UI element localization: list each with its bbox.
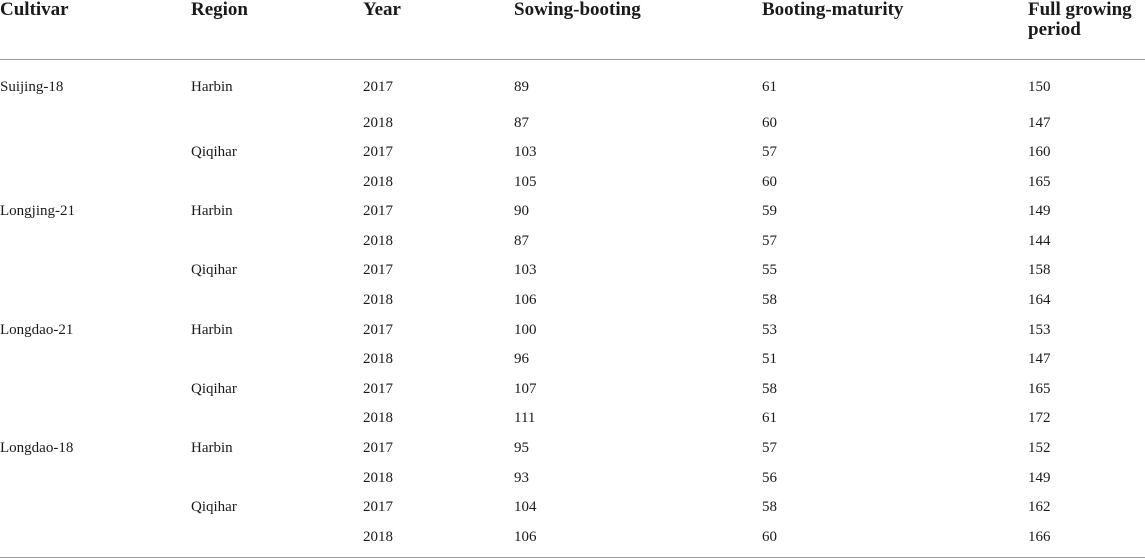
cell-full-growing-period: 164 — [1028, 292, 1051, 309]
header-row — [0, 0, 1145, 60]
cell-booting-maturity: 51 — [762, 351, 777, 368]
cell-sowing-booting: 111 — [514, 410, 536, 427]
cell-sowing-booting: 103 — [514, 262, 537, 279]
cell-year: 2018 — [363, 410, 393, 427]
table-row — [0, 226, 1145, 256]
cell-region — [191, 463, 363, 493]
cell-year: 2017 — [363, 321, 393, 338]
cell-region: Harbin — [191, 79, 233, 95]
cell-full-growing-period: 158 — [1028, 262, 1051, 279]
table-body — [0, 60, 1145, 558]
cell-sowing-booting: 87 — [514, 114, 529, 131]
cell-region: Qiqihar — [191, 499, 237, 516]
cell-year: 2017 — [363, 262, 393, 279]
cell-sowing-booting: 106 — [514, 522, 762, 558]
cell-year: 2018 — [363, 469, 393, 486]
cell-full-growing-period: 152 — [1028, 440, 1051, 457]
table-row — [0, 403, 1145, 433]
header-sowing-booting: Sowing-booting — [514, 0, 762, 60]
cell-full-growing-period: 166 — [1028, 522, 1145, 558]
cell-booting-maturity: 59 — [762, 203, 777, 220]
header-year: Year — [363, 0, 514, 60]
cell-region: Qiqihar — [191, 380, 237, 397]
cell-region: Harbin — [191, 203, 233, 220]
cell-booting-maturity: 60 — [762, 522, 1028, 558]
cell-year: 2018 — [363, 232, 393, 249]
cell-sowing-booting: 93 — [514, 469, 529, 486]
cell-year: 2018 — [363, 173, 393, 190]
cell-full-growing-period: 144 — [1028, 232, 1051, 249]
cell-full-growing-period: 153 — [1028, 321, 1051, 338]
cell-region — [191, 522, 363, 558]
cell-year: 2017 — [363, 203, 393, 220]
header-region: Region — [191, 0, 363, 60]
cell-cultivar — [0, 285, 191, 315]
cell-region: Harbin — [191, 321, 233, 338]
cell-region — [191, 344, 363, 374]
cell-cultivar — [0, 374, 191, 404]
cell-booting-maturity: 55 — [762, 262, 777, 279]
cell-region: Qiqihar — [191, 262, 237, 279]
cell-sowing-booting: 106 — [514, 292, 537, 309]
cell-booting-maturity: 57 — [762, 144, 777, 161]
table-row — [0, 315, 1145, 345]
cell-sowing-booting: 105 — [514, 173, 537, 190]
cell-sowing-booting: 95 — [514, 440, 529, 457]
cell-booting-maturity: 57 — [762, 440, 777, 457]
cell-region — [191, 226, 363, 256]
cell-year: 2018 — [363, 522, 514, 558]
cell-booting-maturity: 56 — [762, 469, 777, 486]
cell-full-growing-period: 165 — [1028, 173, 1051, 190]
cell-cultivar — [0, 137, 191, 167]
cell-cultivar — [0, 167, 191, 197]
cell-sowing-booting: 90 — [514, 203, 529, 220]
cell-sowing-booting: 87 — [514, 232, 529, 249]
cell-booting-maturity: 58 — [762, 499, 777, 516]
cell-full-growing-period: 150 — [1028, 79, 1051, 95]
cell-cultivar: Longjing-21 — [0, 203, 75, 220]
cell-cultivar — [0, 463, 191, 493]
table-row — [0, 344, 1145, 374]
cell-year: 2017 — [363, 144, 393, 161]
table-row — [0, 463, 1145, 493]
cell-sowing-booting: 89 — [514, 79, 529, 95]
table-row — [0, 492, 1145, 522]
cell-full-growing-period: 149 — [1028, 469, 1051, 486]
cell-booting-maturity: 53 — [762, 321, 777, 338]
cell-booting-maturity: 60 — [762, 114, 777, 131]
cell-cultivar — [0, 492, 191, 522]
cell-booting-maturity: 58 — [762, 292, 777, 309]
cell-region — [191, 285, 363, 315]
cell-region — [191, 167, 363, 197]
cell-year: 2018 — [363, 292, 393, 309]
table-row — [0, 285, 1145, 315]
table-row — [0, 522, 1145, 558]
cell-region — [191, 403, 363, 433]
table-row — [0, 60, 1145, 108]
cell-cultivar — [0, 226, 191, 256]
cell-year: 2018 — [363, 114, 393, 131]
header-full-growing-period: Full growing period — [1028, 0, 1145, 60]
cell-sowing-booting: 103 — [514, 144, 537, 161]
cell-full-growing-period: 172 — [1028, 410, 1051, 427]
cell-region: Qiqihar — [191, 144, 237, 161]
cell-sowing-booting: 100 — [514, 321, 537, 338]
cell-full-growing-period: 160 — [1028, 144, 1051, 161]
cell-year: 2017 — [363, 440, 393, 457]
cell-booting-maturity: 57 — [762, 232, 777, 249]
cell-year: 2017 — [363, 79, 393, 95]
cell-full-growing-period: 147 — [1028, 114, 1051, 131]
table-row — [0, 433, 1145, 463]
cell-booting-maturity: 58 — [762, 380, 777, 397]
table-row — [0, 108, 1145, 138]
table-row — [0, 255, 1145, 285]
cell-full-growing-period: 165 — [1028, 380, 1051, 397]
cell-cultivar — [0, 403, 191, 433]
cell-year: 2018 — [363, 351, 393, 368]
cell-booting-maturity: 61 — [762, 410, 777, 427]
cell-cultivar — [0, 522, 191, 558]
cell-cultivar: Longdao-18 — [0, 440, 74, 457]
table-row — [0, 196, 1145, 226]
cell-booting-maturity: 61 — [762, 79, 777, 95]
cell-region — [191, 108, 363, 138]
cell-full-growing-period: 162 — [1028, 499, 1051, 516]
table-row — [0, 167, 1145, 197]
cell-region: Harbin — [191, 440, 233, 457]
header-cultivar: Cultivar — [0, 0, 191, 60]
cell-sowing-booting: 96 — [514, 351, 529, 368]
header-booting-maturity: Booting-maturity — [762, 0, 1028, 60]
cell-booting-maturity: 60 — [762, 173, 777, 190]
cell-sowing-booting: 104 — [514, 499, 537, 516]
cell-sowing-booting: 107 — [514, 380, 537, 397]
cell-cultivar — [0, 344, 191, 374]
cell-year: 2017 — [363, 380, 393, 397]
table-row — [0, 137, 1145, 167]
cell-cultivar — [0, 108, 191, 138]
cell-full-growing-period: 149 — [1028, 203, 1051, 220]
cell-cultivar: Suijing-18 — [0, 79, 64, 95]
table-row — [0, 374, 1145, 404]
cell-cultivar: Longdao-21 — [0, 321, 74, 338]
cell-year: 2017 — [363, 499, 393, 516]
cell-cultivar — [0, 255, 191, 285]
cell-full-growing-period: 147 — [1028, 351, 1051, 368]
